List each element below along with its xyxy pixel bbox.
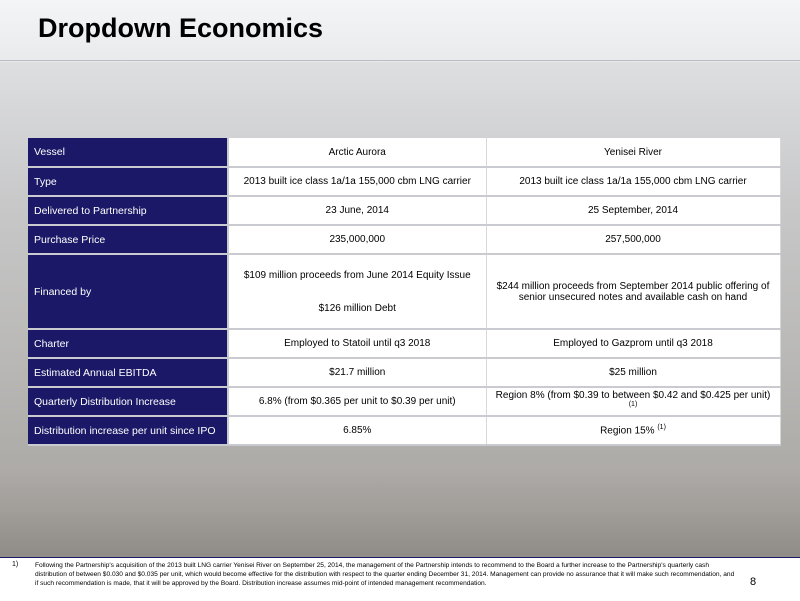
cell-arctic-aurora: Arctic Aurora bbox=[228, 138, 486, 167]
table-row bbox=[28, 387, 780, 416]
table-row bbox=[28, 329, 780, 358]
cell-yenisei-river bbox=[486, 416, 780, 445]
row-label: Type bbox=[28, 167, 228, 196]
row-label: Charter bbox=[28, 329, 228, 358]
financing-debt: $126 million Debt bbox=[318, 302, 396, 314]
cell-arctic-aurora: Employed to Statoil until q3 2018 bbox=[228, 329, 486, 358]
cell-yenisei-river: Yenisei River bbox=[486, 138, 780, 167]
page-number: 8 bbox=[750, 576, 757, 588]
cell-yenisei-river: $25 million bbox=[486, 358, 780, 387]
row-label: Distribution increase per unit since IPO bbox=[28, 416, 228, 445]
cell-yenisei-river: $244 million proceeds from September 2014 public offering of senior unsecured notes and available cash on hand bbox=[486, 254, 780, 329]
cell-arctic-aurora: 6.85% bbox=[228, 416, 486, 445]
cell-yenisei-river bbox=[486, 387, 780, 416]
footnote-marker: (1) bbox=[657, 424, 666, 432]
cell-yenisei-river: 2013 built ice class 1a/1a 155,000 cbm LNG carrier bbox=[486, 167, 780, 196]
table-row bbox=[28, 196, 780, 225]
distribution-increase-text: Region 8% (from $0.39 to between $0.42 and $0.425 per unit) bbox=[495, 389, 771, 401]
footnote-text: Following the Partnership's acquisition of the 2013 built LNG carrier Yenisei River on September 25, 2014, the management of the Partnership intends to recommend to the Board a further increase to the Partnership's quarterly cash distribution of between $0.030 and $0.035 per unit, which would become effective for the distribution with respect to the quarter ending December 31, 2014. Management can provide no assurance that it will make such recommendation, and if such recommendation is made, that it will be approved by the Board. Distribution increase assumes mid-point of intended management recommendation. bbox=[35, 562, 735, 588]
row-label: Financed by bbox=[28, 254, 228, 329]
title-divider bbox=[0, 60, 800, 61]
cell-arctic-aurora: 2013 built ice class 1a/1a 155,000 cbm LNG carrier bbox=[228, 167, 486, 196]
cell-arctic-aurora: 23 June, 2014 bbox=[228, 196, 486, 225]
table-row bbox=[28, 138, 780, 167]
table-row bbox=[28, 225, 780, 254]
table-row bbox=[28, 358, 780, 387]
financing-equity: $109 million proceeds from June 2014 Equity Issue bbox=[243, 269, 471, 281]
row-label: Estimated Annual EBITDA bbox=[28, 358, 228, 387]
row-label: Purchase Price bbox=[28, 225, 228, 254]
page-title: Dropdown Economics bbox=[38, 13, 324, 43]
table-row bbox=[28, 254, 780, 329]
cell-arctic-aurora: 6.8% (from $0.365 per unit to $0.39 per unit) bbox=[228, 387, 486, 416]
cell-yenisei-river: 257,500,000 bbox=[486, 225, 780, 254]
ipo-increase-text: Region 15% bbox=[600, 425, 655, 437]
economics-table bbox=[28, 138, 781, 446]
row-label: Vessel bbox=[28, 138, 228, 167]
cell-arctic-aurora: $21.7 million bbox=[228, 358, 486, 387]
table-row bbox=[28, 416, 780, 445]
table-row bbox=[28, 167, 780, 196]
cell-arctic-aurora bbox=[228, 254, 486, 329]
cell-yenisei-river: Employed to Gazprom until q3 2018 bbox=[486, 329, 780, 358]
cell-arctic-aurora: 235,000,000 bbox=[228, 225, 486, 254]
footnote-marker: (1) bbox=[628, 400, 638, 408]
row-label: Quarterly Distribution Increase bbox=[28, 387, 228, 416]
row-label: Delivered to Partnership bbox=[28, 196, 228, 225]
cell-yenisei-river: 25 September, 2014 bbox=[486, 196, 780, 225]
footnote-number: 1) bbox=[12, 561, 19, 568]
background-image bbox=[0, 470, 800, 560]
